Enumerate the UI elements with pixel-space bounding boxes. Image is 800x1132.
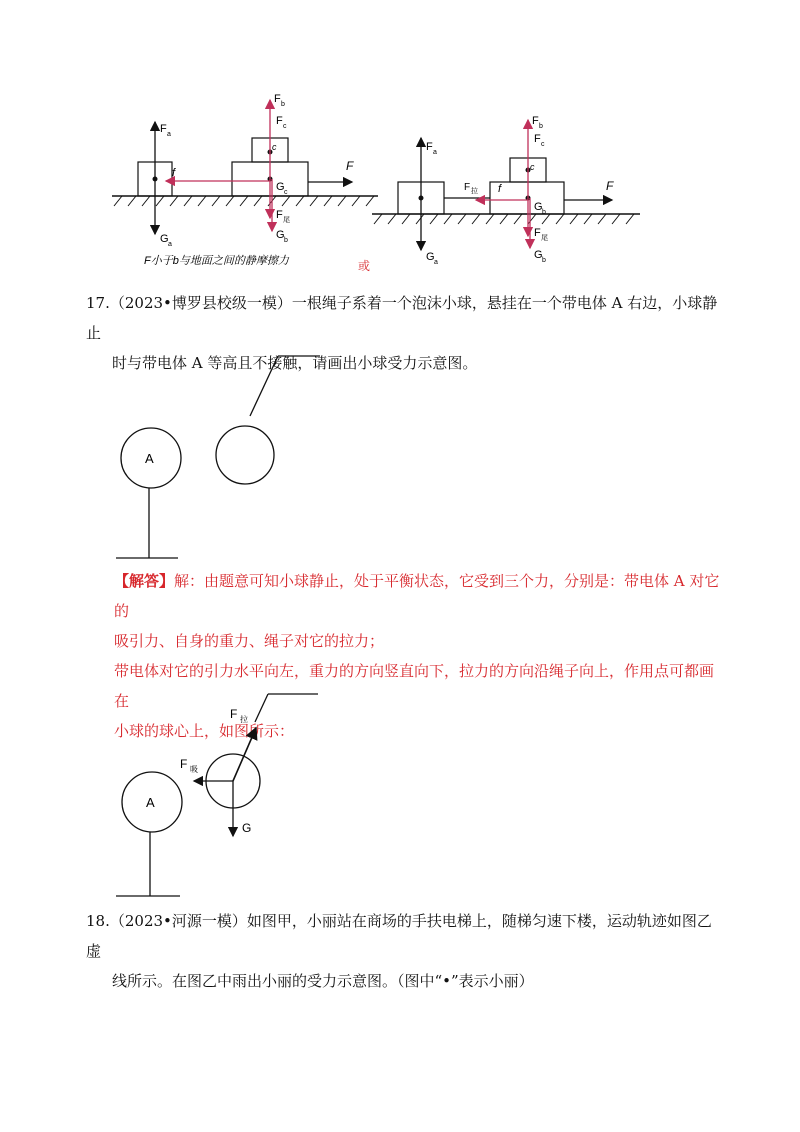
label-ffx-right-sub: 拉: [471, 188, 478, 195]
label-external-f-right: F: [606, 179, 614, 193]
label-f-attr: F: [180, 757, 188, 771]
label-fc-right-sub: c: [541, 141, 545, 148]
left-diagram: [112, 100, 378, 234]
label-fn-sub: 尾: [283, 217, 290, 224]
label-a-answer: A: [146, 795, 155, 810]
foam-ball: [216, 426, 274, 484]
label-external-f: F: [346, 159, 354, 173]
label-fc-sub: c: [283, 123, 287, 130]
label-fc: F: [276, 115, 283, 127]
label-ga-right: G: [426, 251, 435, 263]
or-text: 或: [358, 259, 371, 273]
ground-hatching: [114, 196, 374, 206]
question-17-figure: [100, 350, 340, 565]
answer-line-3: 带电体对它的引力水平向左，重力的方向竖直向下，拉力的方向沿绳子向上，作用点可都画在: [114, 662, 715, 710]
question-17-line-2: 时与带电体 A 等高且不接触，请画出小球受力示意图。: [112, 354, 478, 372]
label-ffx-right: F: [464, 182, 471, 193]
label-g: G: [242, 821, 252, 835]
question-18-line-1: 18.（2023•河源一模）如图甲，小丽站在商场的手扶电梯上，随梯匀速下楼，运动轨迹如图乙虚: [86, 912, 712, 960]
top-force-diagrams: [100, 86, 660, 276]
label-fa-right: F: [426, 141, 433, 153]
answer-line-1-text: 解：由题意可知小球静止，处于平衡状态，它受到三个力，分别是：带电体 A 对它的: [114, 572, 720, 620]
label-f-pull-sub: 拉: [240, 715, 248, 724]
label-gb2-right-sub: b: [542, 257, 546, 264]
answer-line-2: 吸引力、自身的重力、绳子对它的拉力；: [114, 632, 385, 650]
label-fb-sub: b: [281, 101, 285, 108]
label-gb-right-sub: b: [542, 209, 546, 216]
right-diagram: [372, 120, 640, 250]
label-ga-right-sub: a: [434, 259, 438, 266]
label-a: A: [145, 451, 154, 466]
label-gb: G: [276, 229, 285, 241]
label-gb-sub: b: [284, 237, 288, 244]
label-friction-f: f: [172, 167, 176, 179]
answer-line-4: 小球的球心上，如图所示：: [114, 722, 295, 740]
answer-tag: 【解答】: [114, 572, 175, 590]
question-18-line-2: 线所示。在图乙中雨出小丽的受力示意图。（图中“•”表示小丽）: [112, 972, 534, 990]
label-fb-right: F: [532, 115, 539, 127]
label-fb-right-sub: b: [539, 123, 543, 130]
label-fa-right-sub: a: [433, 149, 437, 156]
label-fa: F: [160, 123, 167, 135]
label-fc-right: F: [534, 133, 541, 145]
label-fb: F: [274, 93, 281, 105]
label-fn-right: F: [534, 227, 541, 239]
label-f-attr-sub: 吸: [190, 765, 198, 774]
label-friction-right: f: [498, 183, 502, 195]
label-fn-right-sub: 尾: [541, 235, 548, 242]
ground-hatching-right: [374, 214, 634, 224]
label-ga: G: [160, 233, 169, 245]
label-c: c: [272, 142, 277, 152]
label-fa-sub: a: [167, 131, 171, 138]
label-gc: G: [276, 181, 285, 193]
label-gb-right: G: [534, 201, 543, 213]
question-18: [86, 906, 726, 996]
label-c-right: c: [530, 162, 535, 172]
label-gc-sub: c: [284, 189, 288, 196]
string: [250, 356, 278, 416]
left-caption: F小于b与地面之间的静摩擦力: [144, 255, 289, 267]
label-gb2-right: G: [534, 249, 543, 261]
answer-figure: [100, 688, 340, 903]
label-f-pull: F: [230, 707, 238, 721]
answer-line-1: [114, 566, 724, 626]
label-fn: F: [276, 209, 283, 221]
label-ga-sub: a: [168, 241, 172, 248]
question-17-line-1: 17.（2023•博罗县校级一模）一根绳子系着一个泡沫小球，悬挂在一个带电体 A 右边，小球静止: [86, 294, 718, 342]
